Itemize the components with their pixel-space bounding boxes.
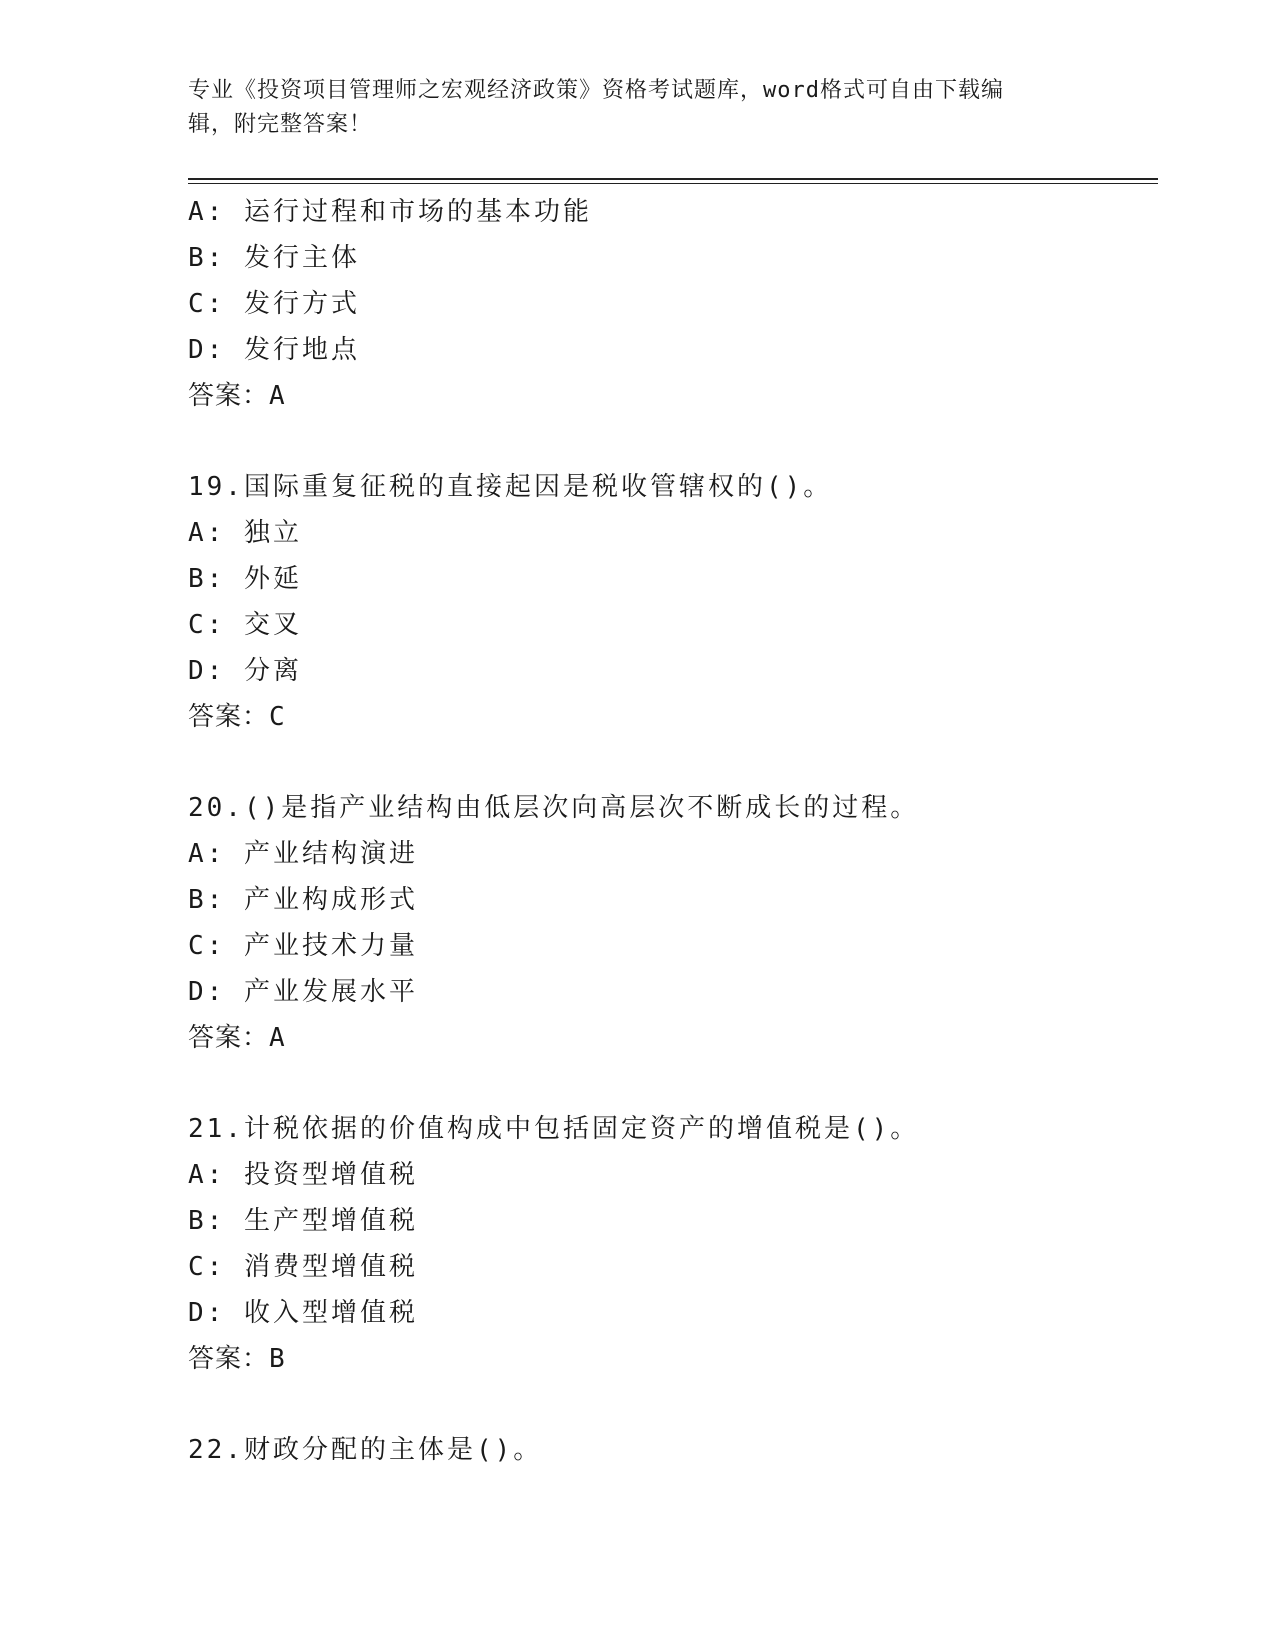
option-c: C: 发行方式	[188, 289, 360, 319]
option-b: B: 产业构成形式	[188, 885, 418, 915]
option-b: B: 外延	[188, 564, 302, 594]
answer: 答案：A	[188, 381, 286, 411]
option-d: D: 发行地点	[188, 335, 360, 365]
answer: 答案：A	[188, 1023, 286, 1053]
answer: 答案：C	[188, 702, 286, 732]
header-divider-thin	[188, 183, 1158, 184]
option-b: B: 生产型增值税	[188, 1206, 418, 1236]
option-d: D: 分离	[188, 656, 302, 686]
option-a: A: 独立	[188, 518, 302, 548]
question-19	[188, 464, 1148, 740]
option-a: A: 投资型增值税	[188, 1160, 418, 1190]
header-line-2: 辑，附完整答案！	[188, 112, 373, 137]
header-divider-thick	[188, 178, 1158, 180]
question-stem: 19.国际重复征税的直接起因是税收管辖权的()。	[188, 472, 833, 502]
question-22	[188, 1427, 1148, 1473]
document-header	[188, 74, 1078, 142]
option-c: C: 消费型增值税	[188, 1252, 418, 1282]
option-a: A: 产业结构演进	[188, 839, 418, 869]
question-list	[188, 189, 1148, 1473]
option-c: C: 产业技术力量	[188, 931, 418, 961]
header-line-1: 专业《投资项目管理师之宏观经济政策》资格考试题库，word格式可自由下载编	[188, 78, 1004, 103]
question-stem: 22.财政分配的主体是()。	[188, 1435, 543, 1465]
option-c: C: 交叉	[188, 610, 302, 640]
question-20	[188, 785, 1148, 1061]
option-d: D: 收入型增值税	[188, 1298, 418, 1328]
question-18-continued	[188, 189, 1148, 419]
option-b: B: 发行主体	[188, 243, 360, 273]
question-21	[188, 1106, 1148, 1382]
option-d: D: 产业发展水平	[188, 977, 418, 1007]
option-a: A: 运行过程和市场的基本功能	[188, 197, 592, 227]
question-stem: 21.计税依据的价值构成中包括固定资产的增值税是()。	[188, 1114, 920, 1144]
question-stem: 20.()是指产业结构由低层次向高层次不断成长的过程。	[188, 793, 920, 823]
answer: 答案：B	[188, 1344, 286, 1374]
